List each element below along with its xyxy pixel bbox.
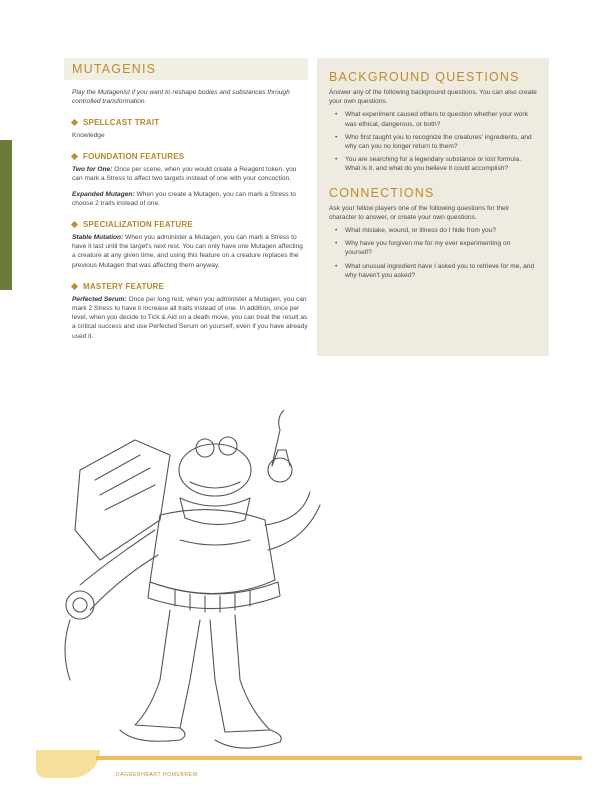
diamond-icon [71,119,78,126]
list-item: • What unusual ingredient have I asked you to retrieve for me, and why haven't you asked? [335,262,537,280]
background-question-list [335,110,537,173]
feature-specialization [64,220,308,270]
subclass-intro: Play the Mutagenist if you want to reshape bodies and substances through controlled transformation. [72,89,290,105]
connections-question-list [335,226,537,280]
diamond-icon [71,153,78,160]
connections-intro: Ask your fellow players one of the following questions for their character to answer, or create your own questions. [329,204,510,221]
footer-ornament [36,750,100,778]
chapter-side-tab [0,140,12,290]
list-item: • Who first taught you to recognize the creatures' ingredients, and why can you no longer return to them? [335,133,537,151]
feature-title: MASTERY FEATURE [83,281,165,291]
feature-foundation [64,152,308,208]
footer-rule [96,756,582,760]
feature-text: Perfected Serum: Once per long rest, when you administer a Mutagen, you can mark 2 Stress to have it increase all traits instead of one. In addition, once per level, when you decide to Tick & Aid on a death move, you can treat the result as a critical success and use Perfected Serum on yourself, even if you have already used it. [72,295,308,340]
feature-title: SPELLCAST TRAIT [83,118,160,127]
background-title: BACKGROUND QUESTIONS [329,70,520,84]
subclass-title: MUTAGENIS [72,62,157,76]
list-item: • What mistake, wound, or illness do I hide from you? [335,226,537,235]
feature-text: Stable Mutation: When you administer a Mutagen, you can mark a Stress to have it last until the target's next rest. You can only have one Mutagen affecting a creature at any given time, and using this feature on a creature replaces the previous Mutagen that was affecting them anyway. [72,234,303,269]
frog-alchemist-illustration [40,410,340,770]
feature-mastery [64,282,308,341]
feature-text: Two for One: Once per scene, when you would create a Reagent token, you can mark a Stress to affect two targets instead of one with your concoction. [72,166,297,183]
subclass-column [64,58,308,347]
feature-text: Expanded Mutagen: When you create a Mutagen, you can mark a Stress to choose 2 traits instead of one. [72,190,296,207]
diamond-icon [71,221,78,228]
background-intro: Answer any of the following background questions. You can also create your own questions. [329,89,537,106]
feature-title: SPECIALIZATION FEATURE [83,220,193,230]
list-item: • What experiment caused others to question whether your work was ethical, dangerous, or both? [335,110,537,128]
subclass-header [64,58,308,80]
list-item: • Why have you forgiven me for my ever experimenting on yourself? [335,239,537,257]
feature-text: Knowledge [72,132,105,139]
connections-title: CONNECTIONS [329,185,435,200]
feature-spellcast [64,118,308,140]
questions-panel [317,58,549,356]
footer-label: DAGGERHEART HOMEBREW [116,772,198,778]
feature-title: FOUNDATION FEATURES [83,152,185,162]
diamond-icon [71,283,78,290]
list-item: • You are searching for a legendary substance or lost formula. What is it, and what do you believe it could accomplish? [335,155,537,173]
